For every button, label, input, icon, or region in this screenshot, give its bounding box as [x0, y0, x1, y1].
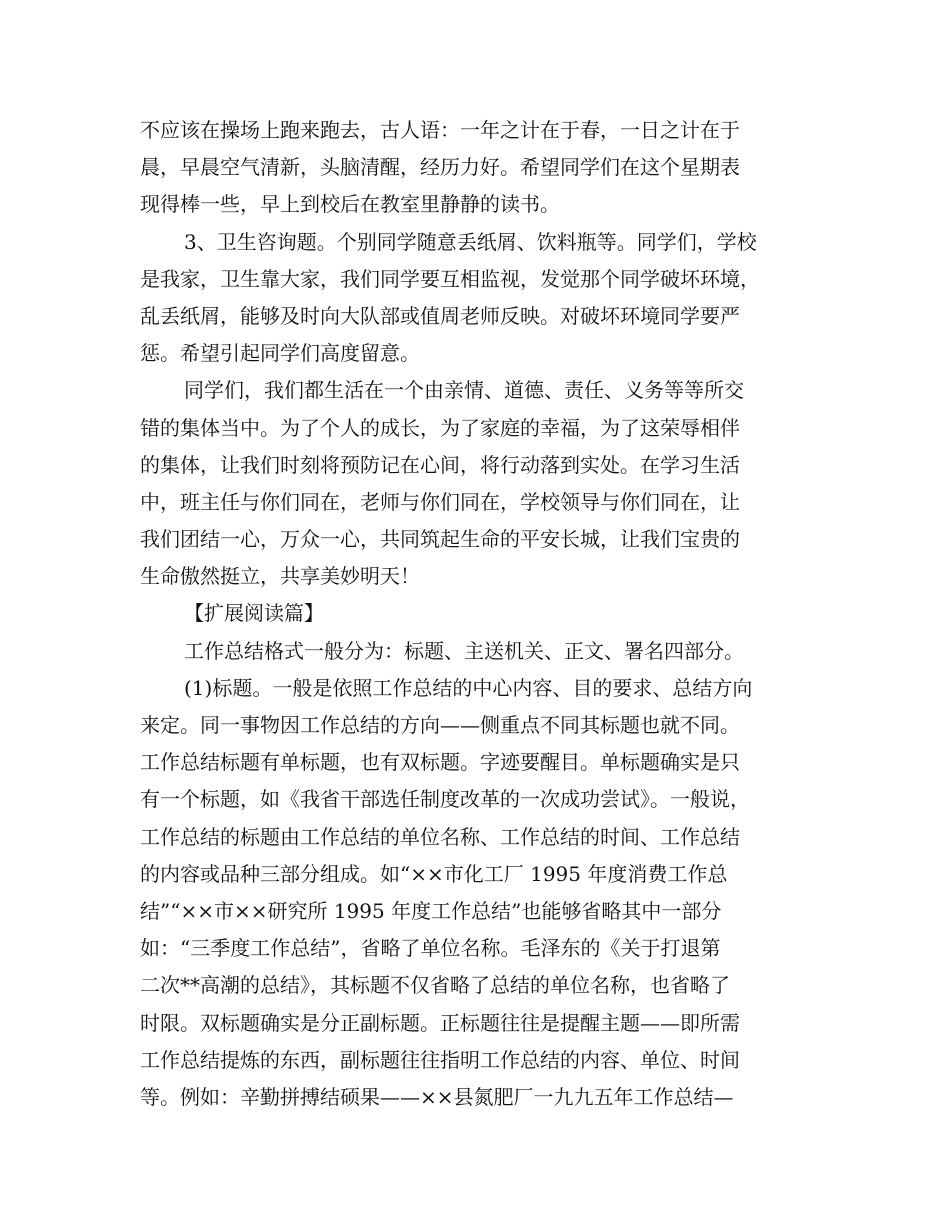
text-line: 时限。双标题确实是分正副标题。正标题往往是提醒主题——即所需: [140, 1010, 740, 1035]
text-line: 工作总结标题有单标题，也有双标题。字迹要醒目。单标题确实是只: [140, 750, 740, 775]
text-line: 惩。希望引起同学们高度留意。: [140, 341, 420, 366]
text-line: 工作总结的标题由工作总结的单位名称、工作总结的时间、工作总结: [140, 824, 740, 849]
text-line: 来定。同一事物因工作总结的方向——侧重点不同其标题也就不同。: [140, 713, 740, 737]
text-line: 工作总结提炼的东西，副标题往往指明工作总结的内容、单位、时间: [140, 1047, 740, 1072]
text-line: 的内容或品种三部分组成。如“××市化工厂 1995 年度消费工作总: [140, 861, 728, 886]
text-line: 如：“三季度工作总结”，省略了单位名称。毛泽东的《关于打退第: [140, 936, 721, 961]
text-line: 二次**高潮的总结》，其标题不仅省略了总结的单位名称，也省略了: [140, 973, 730, 998]
document-body: [140, 112, 810, 1116]
text-line: 中，班主任与你们同在，老师与你们同在，学校领导与你们同在，让: [140, 489, 740, 514]
text-line: 有一个标题，如《我省干部选任制度改革的一次成功尝试》。一般说，: [140, 787, 750, 812]
text-line: 结”“××市××研究所 1995 年度工作总结”也能够省略其中一部分: [140, 898, 722, 923]
paragraph-start-line: 3、卫生咨询题。个别同学随意丢纸屑、饮料瓶等。同学们，学校: [184, 229, 757, 254]
paragraph-start-line: 工作总结格式一般分为：标题、主送机关、正文、署名四部分。: [184, 638, 744, 663]
section-heading: 【扩展阅读篇】: [184, 601, 324, 626]
text-line: 我们团结一心，万众一心，共同筑起生命的平安长城，让我们宝贵的: [140, 527, 740, 552]
text-line: 是我家，卫生靠大家，我们同学要互相监视，发觉那个同学破坏环境，: [140, 266, 760, 291]
text-line: 现得棒一些，早上到校后在教室里静静的读书。: [140, 192, 560, 217]
text-line: 的集体，让我们时刻将预防记在心间，将行动落到实处。在学习生活: [140, 452, 740, 477]
text-line: 不应该在操场上跑来跑去，古人语：一年之计在于春，一日之计在于: [140, 118, 740, 142]
text-line: 错的集体当中。为了个人的成长，为了家庭的幸福，为了这荣辱相伴: [140, 415, 740, 440]
paragraph-start-line: (1)标题。一般是依照工作总结的中心内容、目的要求、总结方向: [184, 675, 753, 700]
text-line: 生命傲然挺立，共享美妙明天！: [140, 564, 420, 589]
text-line: 乱丢纸屑，能够及时向大队部或值周老师反映。对破坏环境同学要严: [140, 303, 740, 328]
text-line: 等。例如：辛勤拼搏结硕果——××县氮肥厂一九九五年工作总结—: [140, 1084, 734, 1109]
text-line: 晨，早晨空气清新，头脑清醒，经历力好。希望同学们在这个星期表: [140, 155, 740, 180]
paragraph-start-line: 同学们，我们都生活在一个由亲情、道德、责任、义务等等所交: [184, 378, 744, 403]
